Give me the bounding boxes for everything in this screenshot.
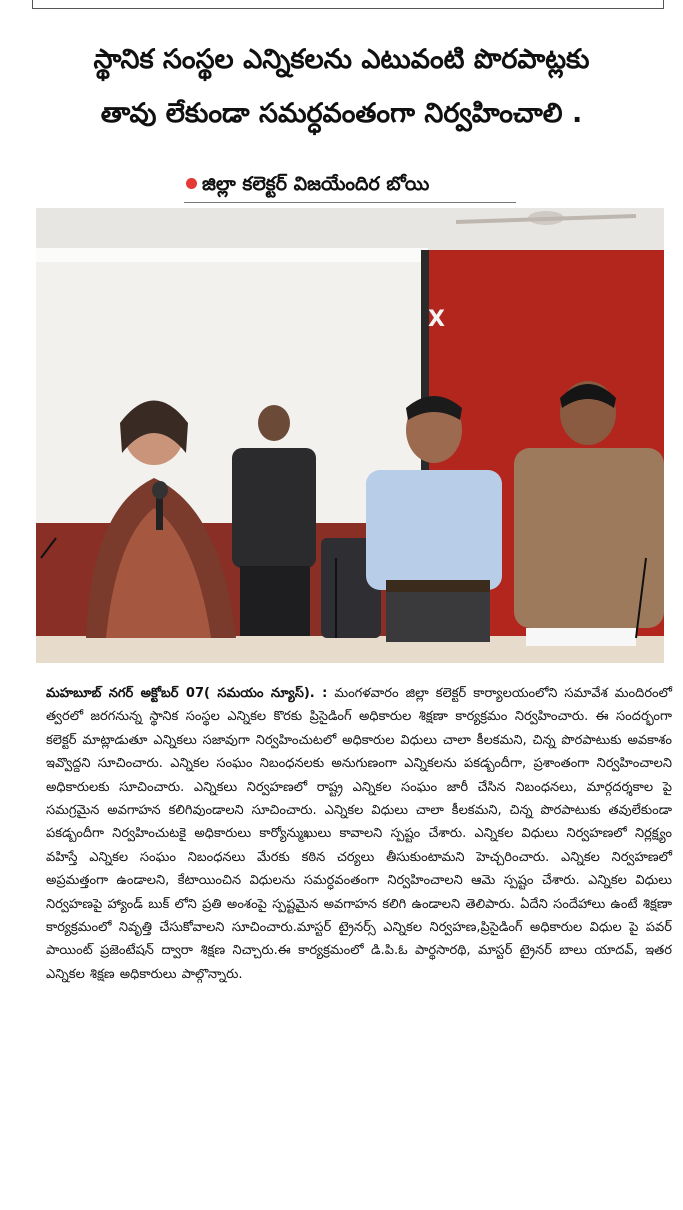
headline-line-2: తావు లేకుండా సమర్ధవంతంగా నిర్వహించాలి . [100, 98, 583, 129]
byline [184, 168, 516, 203]
dateline: మహబూబ్ నగర్ అక్టోబర్ 07( సమయం న్యూస్). : [46, 686, 328, 701]
byline-text: జిల్లా కలెక్టర్ విజయేందిర బోయి [202, 173, 430, 195]
top-border [32, 0, 664, 9]
news-photo [36, 208, 664, 663]
wall-sign: X [428, 307, 445, 332]
article-paragraph [46, 682, 672, 986]
photo-icon [36, 208, 664, 663]
headline-line-1: స్థానిక సంస్థల ఎన్నికలను ఎటువంటి పొరపాట్లకు [93, 44, 590, 75]
article-text: మంగళవారం జిల్లా కలెక్టర్ కార్యాలయంలోని సమావేశ మందిరంలో త్వరలో జరగనున్న స్థానిక సంస్థల ఎన్నికల కొరకు ప్రిసైడింగ్ అధికారుల శిక్షణా కార్యక్రమం నిర్వహించారు. ఈ సందర్భంగా కలెక్టర్ మాట్లాడుతూ ఎన్నికలు సజావుగా నిర్వహించుటలో అధికారుల విధులు చాలా కీలకమని, చిన్న పొరపాటుకు అవకాశం ఇవ్వొద్దని సూచించారు. ఎన్నికల సంఘం నిబంధనలకు అనుగుణంగా ఎన్నికలను పకడ్బందీగా, ప్రశాంతంగా నిర్వహించాలని అధికారులకు సూచించారు. ఎన్నికలు నిర్వహణలో రాష్ట్ర ఎన్నికల సంఘం జారీ చేసిన నిబంధనలు, మార్గదర్శకాల పై సమగ్రమైన అవగాహన కలిగివుండాలని సూచించారు. ఎన్నికల విధులు చాలా కీలకమని, చిన్న పొరపాటుకు తవులేకుండా పకడ్బందీగా నిర్వహించుటకై అధికారులు కార్యోన్ముఖులు కావాలని స్పష్టం చేశారు. ఎన్నికల విధులు నిర్వహణలో నిర్లక్ష్యం వహిస్తే ఎన్నికల సంఘం నిబంధనలు మేరకు కఠిన చర్యలు తీసుకుంటామని హెచ్చరించారు. ఎన్నికల నిర్వహణలో అప్రమత్తంగా ఉండాలని, కేటాయించిన విధులను సమర్ధవంతంగా నిర్వహించాలని ఆమె స్పష్టం చేశారు. ఎన్నికల విధులు నిర్వహణపై హ్యాండ్ బుక్ లోని ప్రతి అంశంపై స్పష్టమైన అవగాహన కలిగి ఉండాలని తెలిపారు. ఏదేని సందేహాలు ఉంటే శిక్షణా కార్యక్రమంలో నివృత్తి చేసుకోవాలని సూచించారు.మాస్టర్ ట్రైనర్స్ ఎన్నికల నిర్వహణ,ప్రిసైడింగ్ అధికారుల విధుల పై పవర్ పాయింట్ ప్రజెంటేషన్ ద్వారా శిక్షణ నిచ్చారు.ఈ కార్యక్రమంలో డి.పి.ఓ పార్థసారథి, మాస్టర్ ట్రైనర్ బాలు యాదవ్, ఇతర ఎన్నికల శిక్షణ అధికారులు పాల్గొన్నారు. [46, 686, 672, 982]
article-body [46, 682, 672, 986]
bullet-icon [186, 178, 197, 189]
